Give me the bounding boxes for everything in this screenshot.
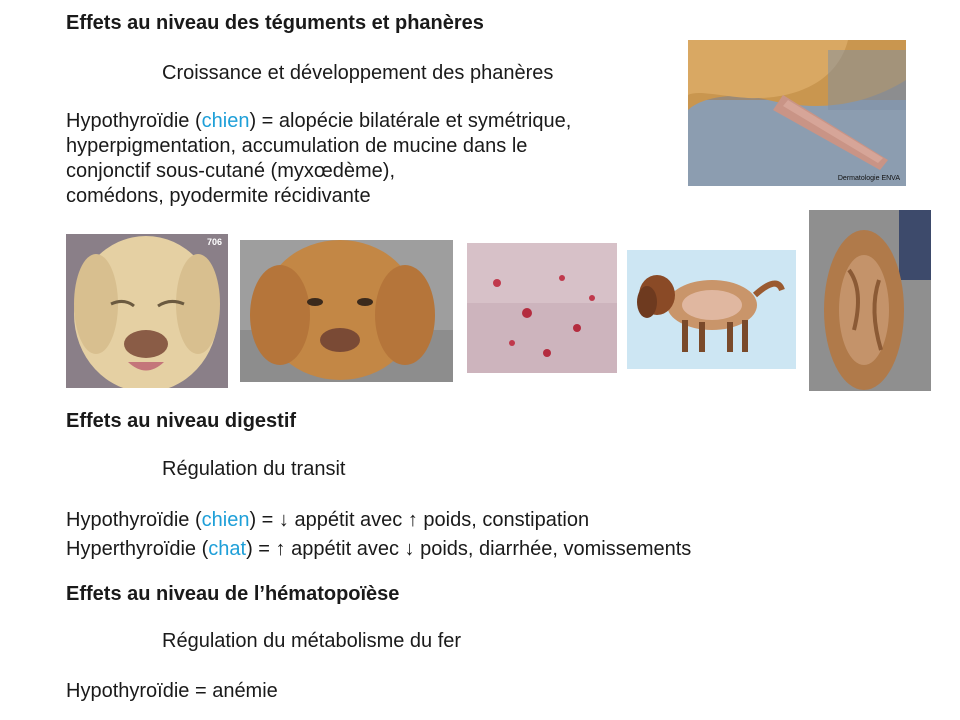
photo-skin-pyoderma [467, 243, 617, 373]
subheading-transit: Régulation du transit [162, 458, 346, 480]
teguments-line-1 [66, 109, 571, 134]
hematopoiese-line-1: Hypothyroïdie = anémie [66, 680, 278, 702]
digestif-line-1 [66, 506, 691, 535]
teguments-line-4: comédons, pyodermite récidivante [66, 185, 371, 207]
heading-digestif: Effets au niveau digestif [66, 410, 297, 432]
species-chien: chien [201, 110, 250, 132]
text-fragment: ) = alopécie bilatérale et symétrique, [249, 110, 572, 132]
digestif-line-2 [66, 535, 691, 564]
photo-alopecic-tail [688, 40, 906, 186]
text-fragment: Hypothyroïdie ( [66, 509, 202, 531]
teguments-line-2: hyperpigmentation, accumulation de mucine dans le [66, 135, 528, 157]
species-chien: chien [201, 509, 250, 531]
photo-dog-face-myxedema [66, 234, 228, 388]
heading-hematopoiese: Effets au niveau de l’hématopoïèse [66, 583, 400, 605]
subheading-phaneres: Croissance et développement des phanères [162, 62, 554, 84]
teguments-paragraph [66, 109, 571, 209]
photo-dog-alopecia-side [627, 250, 796, 369]
photo-dog-back-alopecia [809, 210, 931, 391]
text-fragment: ) = ↓ appétit avec ↑ poids, constipation [249, 509, 590, 531]
species-chat: chat [208, 538, 247, 560]
subheading-fer: Régulation du métabolisme du fer [162, 630, 462, 652]
teguments-line-3: conjonctif sous-cutané (myxœdème), [66, 160, 396, 182]
text-fragment: ) = ↑ appétit avec ↓ poids, diarrhée, vomissements [246, 538, 692, 560]
photo-dog-sad-face [240, 240, 453, 382]
photo-caption: 706 [206, 237, 222, 247]
digestif-paragraph [66, 506, 691, 564]
photo-caption: Dermatologie ENVA [837, 175, 900, 182]
text-fragment: Hyperthyroïdie ( [66, 538, 209, 560]
text-fragment: Hypothyroïdie ( [66, 110, 202, 132]
heading-teguments: Effets au niveau des téguments et phanères [66, 12, 484, 34]
